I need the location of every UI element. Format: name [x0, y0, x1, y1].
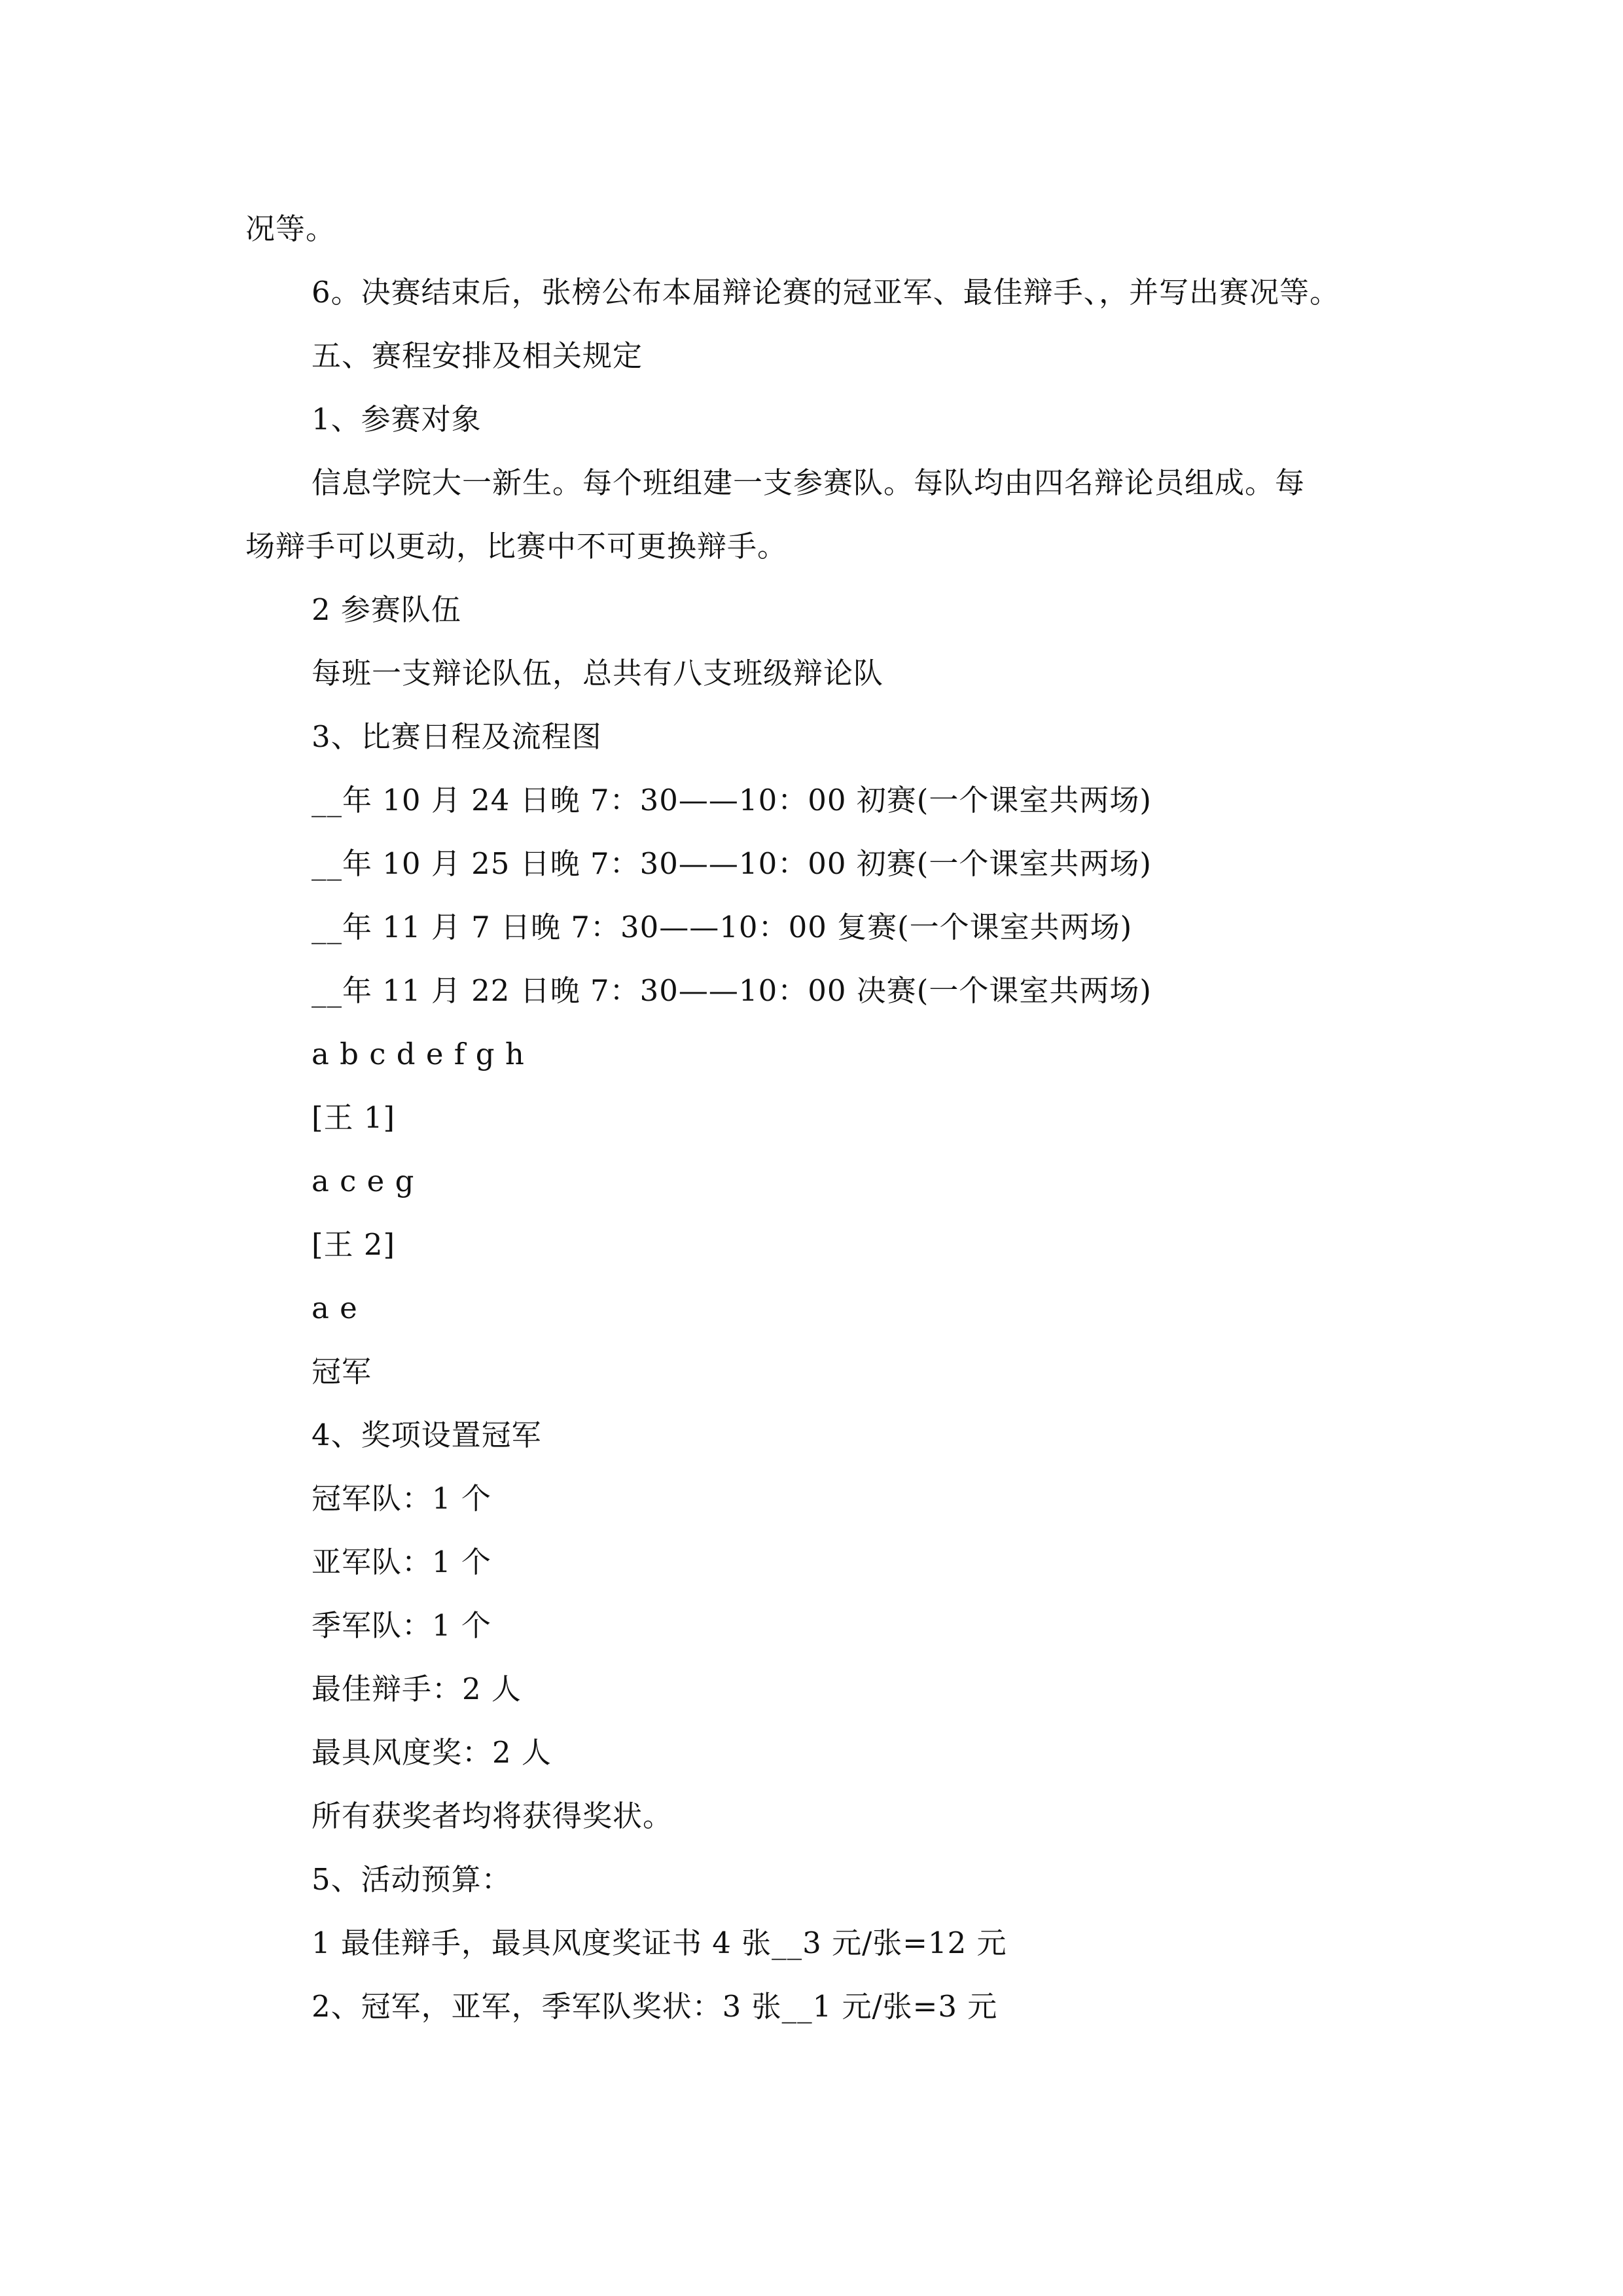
budget-item-1: 1 最佳辩手，最具风度奖证书 4 张__3 元/张=12 元: [312, 1926, 1007, 1960]
teams-text: 每班一支辩论队伍，总共有八支班级辩论队: [312, 656, 884, 691]
bracket-label-2: [王 2]: [312, 1227, 396, 1262]
budget-item-2: 2、冠军，亚军，季军队奖状：3 张__1 元/张=3 元: [312, 1989, 998, 2024]
bracket-round-1-teams: a b c d e f g h: [312, 1037, 525, 1071]
subheading-budget: 5、活动预算：: [312, 1862, 512, 1897]
bracket-final-teams: a e: [312, 1291, 358, 1325]
section-5-heading: 五、赛程安排及相关规定: [312, 338, 643, 373]
award-runner-up: 亚军队：1 个: [312, 1545, 491, 1579]
item-6-final-results: 6。决赛结束后，张榜公布本届辩论赛的冠亚军、最佳辩手、，并写出赛况等。: [312, 275, 1340, 310]
award-best-demeanor: 最具风度奖：2 人: [312, 1735, 552, 1770]
award-third-place: 季军队：1 个: [312, 1608, 491, 1643]
paragraph-continuation: 况等。: [245, 211, 336, 246]
participants-text-line-1: 信息学院大一新生。每个班组建一支参赛队。每队均由四名辩论员组成。每: [312, 465, 1306, 500]
award-best-debater: 最佳辩手：2 人: [312, 1672, 522, 1706]
subheading-teams: 2 参赛队伍: [312, 592, 461, 627]
schedule-item-1: __年 10 月 24 日晚 7：30——10：00 初赛(一个课室共两场): [312, 783, 1152, 817]
subheading-participants: 1、参赛对象: [312, 402, 482, 437]
bracket-champion: 冠军: [312, 1354, 372, 1389]
bracket-round-2-teams: a c e g: [312, 1164, 415, 1198]
schedule-item-3: __年 11 月 7 日晚 7：30——10：00 复赛(一个课室共两场): [312, 910, 1133, 944]
schedule-item-4: __年 11 月 22 日晚 7：30——10：00 决赛(一个课室共两场): [312, 973, 1152, 1008]
subheading-schedule: 3、比赛日程及流程图: [312, 719, 602, 754]
schedule-item-2: __年 10 月 25 日晚 7：30——10：00 初赛(一个课室共两场): [312, 846, 1152, 881]
bracket-label-1: [王 1]: [312, 1100, 396, 1135]
awards-note: 所有获奖者均将获得奖状。: [312, 1799, 673, 1833]
participants-text-line-2: 场辩手可以更动，比赛中不可更换辩手。: [245, 529, 788, 564]
subheading-awards: 4、奖项设置冠军: [312, 1418, 542, 1452]
award-champion: 冠军队：1 个: [312, 1481, 491, 1516]
